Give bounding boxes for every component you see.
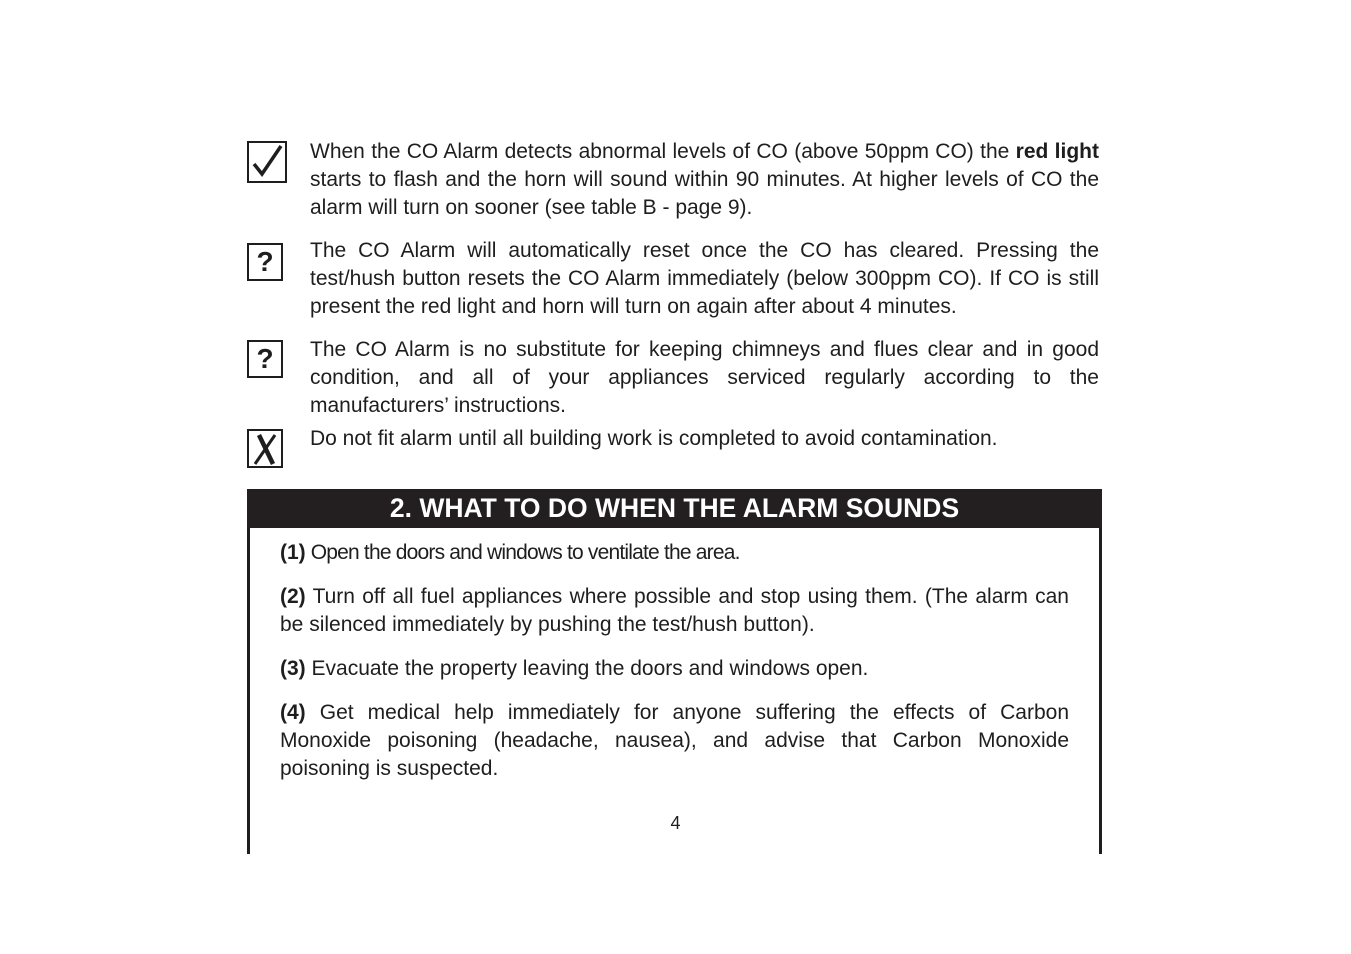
instruction-list [250, 528, 1099, 783]
step-number: (3) [280, 657, 306, 680]
note-auto-reset [247, 237, 1099, 320]
instruction-item: (3) Evacuate the property leaving the doors and windows open. [280, 657, 869, 680]
note-text: The CO Alarm is no substitute for keeping chimneys and flues clear and in good condition, and all of your appliances serviced regularly according to the manufacturers’ instructions. [310, 338, 1099, 417]
instruction-item: (2) Turn off all fuel appliances where possible and stop using them. (The alarm can be silenced immediately by pushing the test/hush button). [280, 585, 1069, 636]
note-no-substitute [247, 336, 1099, 419]
note-text: Do not fit alarm until all building work is completed to avoid contamination. [310, 427, 998, 450]
instruction-item: (4) Get medical help immediately for anyone suffering the effects of Carbon Monoxide poisoning (headache, nausea), and advise that Carbon Monoxide poisoning is suspected. [280, 701, 1069, 780]
note-red-light [247, 138, 1099, 221]
check-icon [247, 141, 287, 183]
note-text: The CO Alarm will automatically reset once the CO has cleared. Pressing the test/hush button resets the CO Alarm immediately (below 300ppm CO). If CO is still present the red light and horn will turn on again after about 4 minutes. [310, 239, 1099, 318]
question-icon: ? [247, 243, 283, 281]
alarm-sounds-section [247, 489, 1102, 854]
question-icon: ? [247, 340, 283, 378]
step-number: (1) [280, 541, 306, 564]
step-number: (2) [280, 585, 306, 608]
note-building-work [247, 425, 1099, 453]
instruction-item: (1) Open the doors and windows to ventilate the area. [280, 541, 740, 564]
step-number: (4) [280, 701, 306, 724]
note-text: When the CO Alarm detects abnormal levels of CO (above 50ppm CO) the red light starts to flash and the horn will sound within 90 minutes. At higher levels of CO the alarm will turn on sooner (see table B - page 9). [310, 140, 1099, 219]
section-title: 2. WHAT TO DO WHEN THE ALARM SOUNDS [247, 489, 1102, 528]
cross-icon [247, 429, 283, 468]
note-emphasis: red light [1015, 140, 1099, 163]
page-number: 4 [670, 813, 681, 833]
